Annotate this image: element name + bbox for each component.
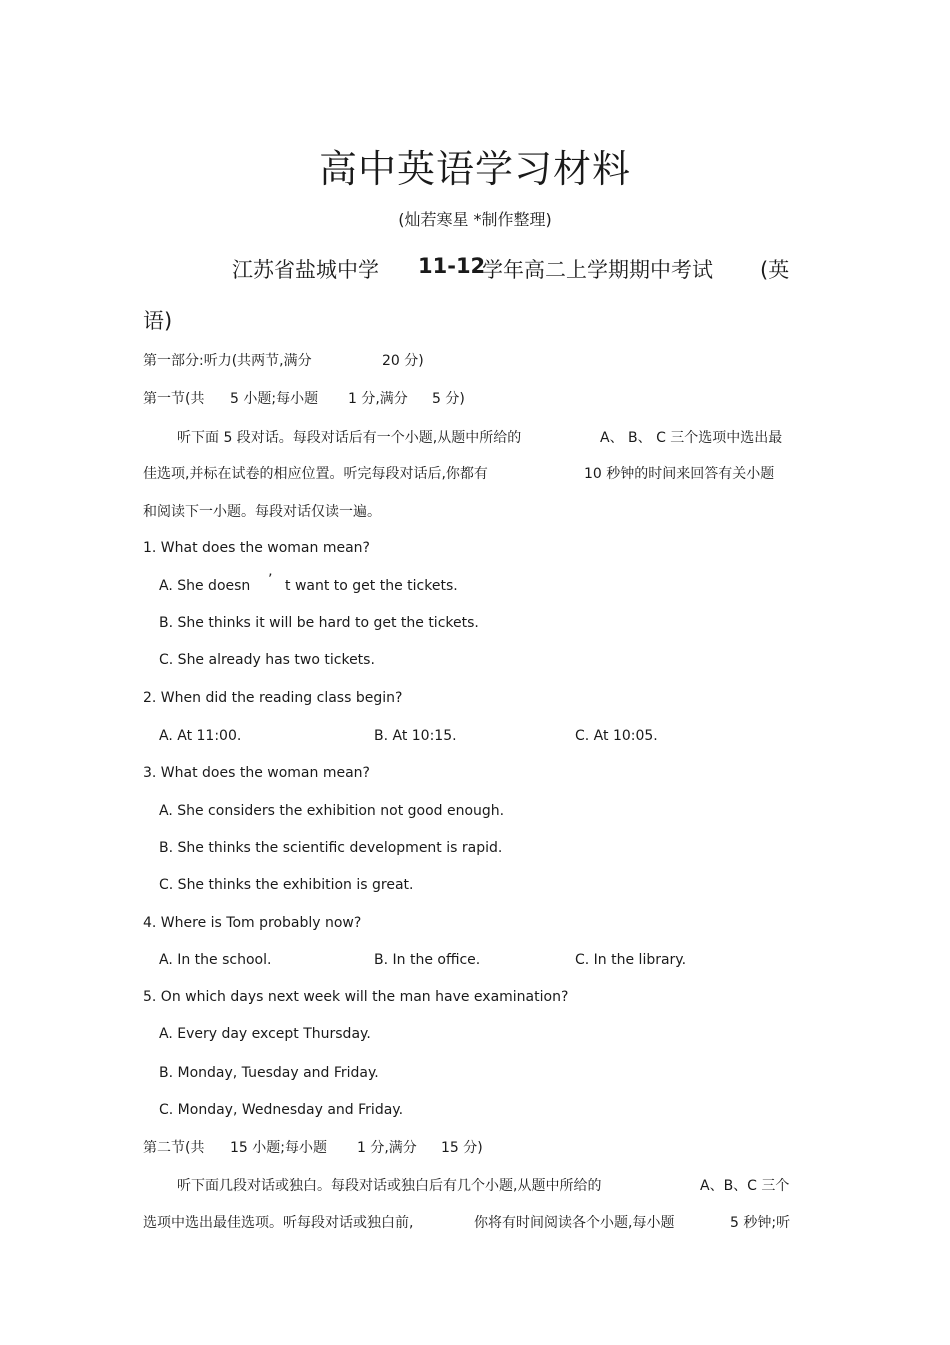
question-stem: 2. When did the reading class begin? xyxy=(143,690,403,706)
option-a: A. At 11:00. xyxy=(159,728,242,744)
option-a: A. In the school. xyxy=(159,952,272,968)
option-c: C. She already has two tickets. xyxy=(159,652,375,668)
question-stem: 4. Where is Tom probably now? xyxy=(143,915,362,931)
page-subtitle: (灿若寒星 *制作整理) xyxy=(398,210,552,229)
option-c: C. She thinks the exhibition is great. xyxy=(159,877,414,893)
exam-title-subject-open: (英 xyxy=(760,258,790,282)
option-b: B. Monday, Tuesday and Friday. xyxy=(159,1065,379,1081)
option-a: A. She doesn xyxy=(159,578,251,594)
question-stem: 3. What does the woman mean? xyxy=(143,765,370,781)
option-b: B. At 10:15. xyxy=(374,728,457,744)
question-stem: 5. On which days next week will the man have examination? xyxy=(143,989,569,1005)
option-a-apostrophe: ’ xyxy=(268,572,273,588)
option-c: C. In the library. xyxy=(575,952,687,968)
option-c: C. Monday, Wednesday and Friday. xyxy=(159,1102,404,1118)
exam-title-years: 11-12 xyxy=(418,254,486,278)
option-b: B. In the office. xyxy=(374,952,481,968)
option-a: A. She considers the exhibition not good enough. xyxy=(159,803,505,819)
option-a: A. Every day except Thursday. xyxy=(159,1026,371,1042)
exam-title-subject-close: 语) xyxy=(143,309,173,333)
exam-title-term: 学年高二上学期期中考试 xyxy=(482,258,713,282)
option-b: B. She thinks the scientific development is rapid. xyxy=(159,840,503,856)
page-title: 高中英语学习材料 xyxy=(318,147,631,191)
option-b: B. She thinks it will be hard to get the tickets. xyxy=(159,615,479,631)
exam-title-school: 江苏省盐城中学 xyxy=(232,258,379,282)
option-c: C. At 10:05. xyxy=(575,728,658,744)
question-stem: 1. What does the woman mean? xyxy=(143,540,370,556)
option-a-rest: t want to get the tickets. xyxy=(285,578,458,594)
